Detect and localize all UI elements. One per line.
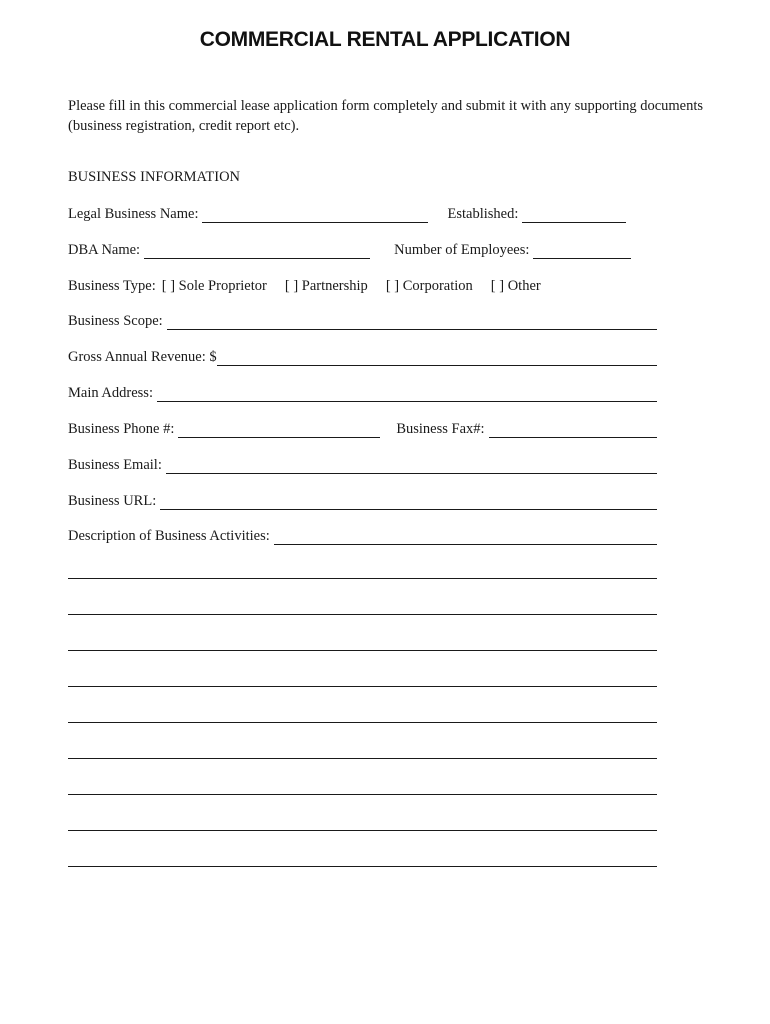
- description-line[interactable]: [68, 794, 657, 795]
- legal-name-row: [68, 201, 657, 223]
- description-line[interactable]: [68, 578, 657, 579]
- gross-annual-revenue-label: Gross Annual Revenue: $: [68, 349, 217, 365]
- other-checkbox[interactable]: [ ] Other: [490, 278, 541, 294]
- business-phone-label: Business Phone #:: [68, 421, 175, 437]
- phone-fax-row: [68, 416, 657, 438]
- gross-annual-revenue-field[interactable]: [217, 349, 657, 366]
- main-address-row: [68, 380, 657, 402]
- business-url-label: Business URL:: [68, 493, 157, 509]
- business-fax-field[interactable]: [489, 421, 657, 438]
- business-type-label: Business Type:: [68, 278, 156, 294]
- main-address-label: Main Address:: [68, 385, 153, 401]
- number-of-employees-field[interactable]: [533, 242, 631, 259]
- legal-business-name-field[interactable]: [202, 206, 428, 223]
- description-line[interactable]: [68, 722, 657, 723]
- business-email-row: [68, 452, 657, 474]
- established-field[interactable]: [522, 206, 626, 223]
- established-label: Established:: [447, 206, 519, 222]
- business-phone-field[interactable]: [178, 421, 380, 438]
- description-line[interactable]: [68, 650, 657, 651]
- dba-row: [68, 237, 657, 259]
- dba-name-label: DBA Name:: [68, 242, 141, 258]
- description-label: Description of Business Activities:: [68, 528, 270, 544]
- description-row: [68, 523, 657, 545]
- business-information-heading: BUSINESS INFORMATION: [68, 169, 241, 185]
- business-type-row: [68, 273, 657, 295]
- business-scope-row: [68, 308, 657, 330]
- description-line[interactable]: [68, 830, 657, 831]
- sole-proprietor-checkbox[interactable]: [ ] Sole Proprietor: [161, 278, 267, 294]
- business-scope-label: Business Scope:: [68, 313, 163, 329]
- description-field[interactable]: [274, 528, 657, 545]
- business-email-field[interactable]: [166, 457, 657, 474]
- business-scope-field[interactable]: [167, 313, 657, 330]
- description-line[interactable]: [68, 686, 657, 687]
- business-url-field[interactable]: [160, 493, 657, 510]
- page-title: COMMERCIAL RENTAL APPLICATION: [199, 28, 571, 51]
- legal-business-name-label: Legal Business Name:: [68, 206, 199, 222]
- main-address-field[interactable]: [157, 385, 657, 402]
- business-url-row: [68, 488, 657, 510]
- dba-name-field[interactable]: [144, 242, 370, 259]
- business-fax-label: Business Fax#:: [396, 421, 485, 437]
- description-line[interactable]: [68, 866, 657, 867]
- business-email-label: Business Email:: [68, 457, 162, 473]
- partnership-checkbox[interactable]: [ ] Partnership: [284, 278, 368, 294]
- description-line[interactable]: [68, 758, 657, 759]
- instructions-text: Please fill in this commercial lease application form completely and submit it with any supporting documents (business registration, credit report etc).: [68, 98, 704, 134]
- description-line[interactable]: [68, 614, 657, 615]
- number-of-employees-label: Number of Employees:: [394, 242, 530, 258]
- corporation-checkbox[interactable]: [ ] Corporation: [385, 278, 473, 294]
- gross-revenue-row: [68, 344, 657, 366]
